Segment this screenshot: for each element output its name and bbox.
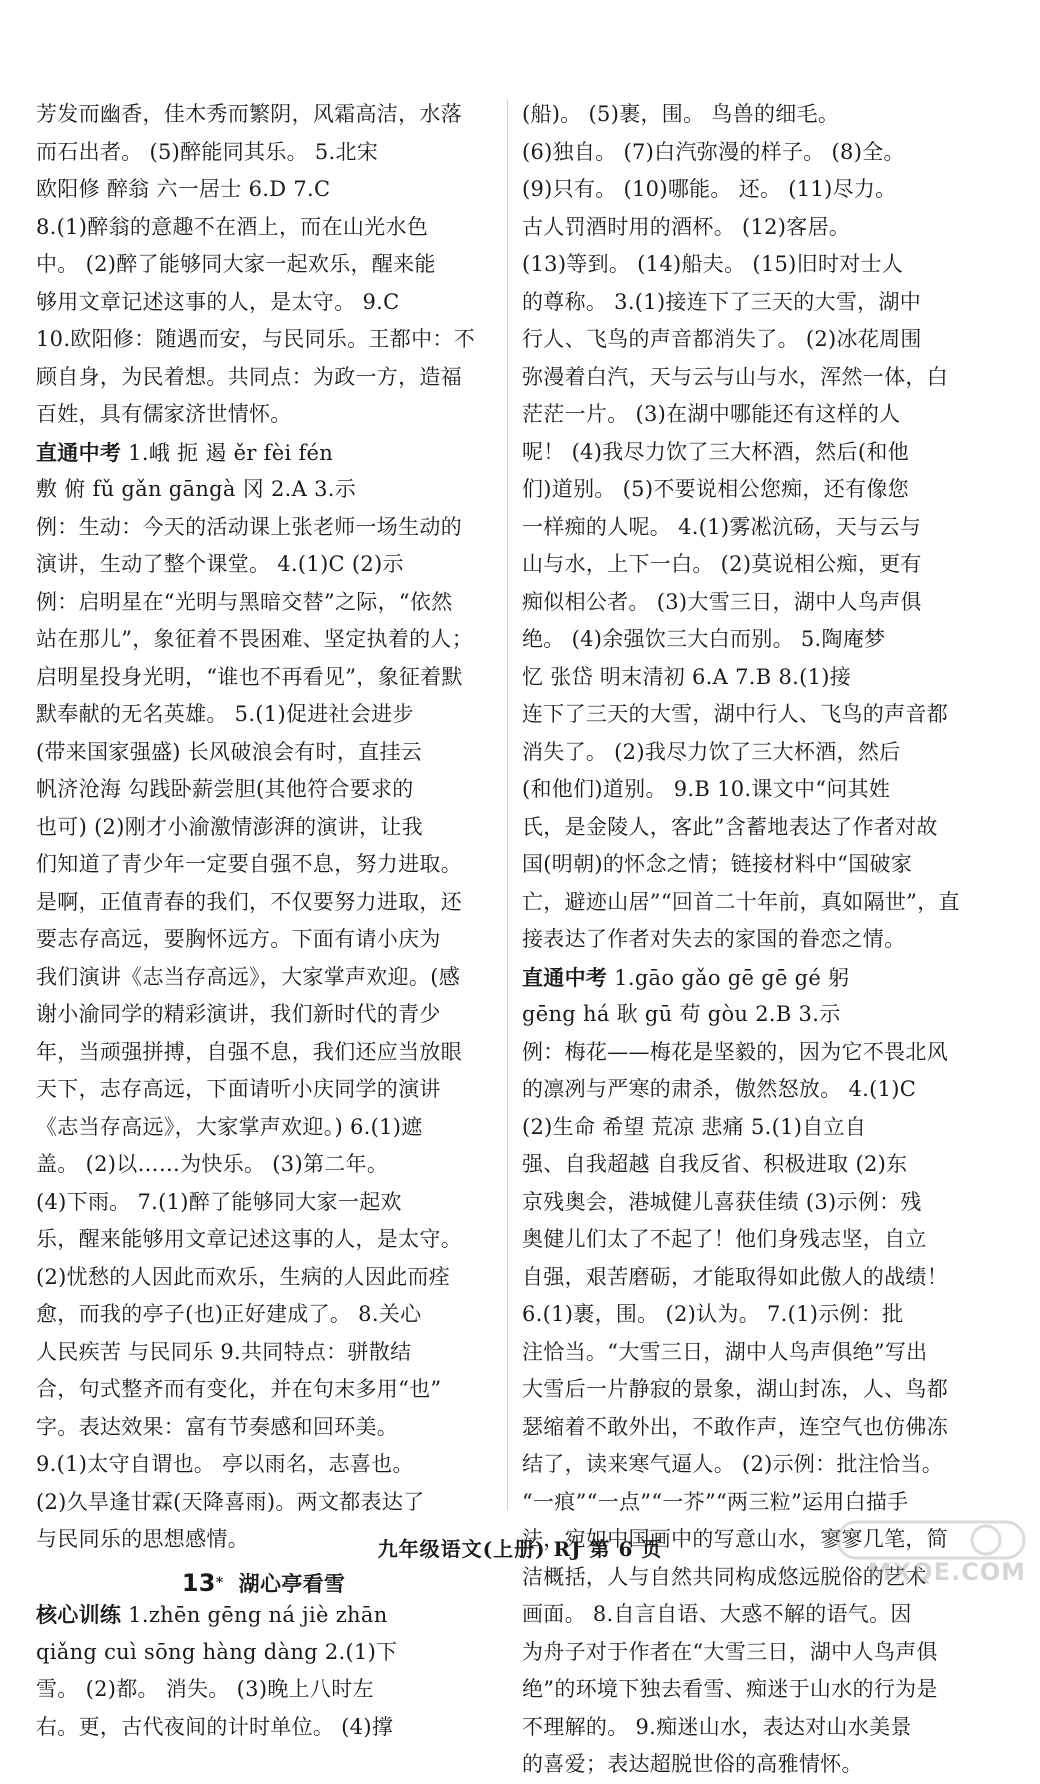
- text-line: 百姓，具有儒家济世情怀。: [36, 402, 292, 426]
- text-line: 盖。 (2)以……为快乐。 (3)第二年。: [36, 1152, 389, 1176]
- text-line: 10.欧阳修：随遇而安，与民同乐。王都中：不: [36, 327, 475, 351]
- subsection-label: 直通中考: [36, 439, 122, 465]
- text-line: 绝”的环境下独去看雪、痴迷于山水的行为是: [522, 1677, 938, 1701]
- text-line: 默奉献的无名英雄。 5.(1)促进社会进步: [36, 702, 414, 726]
- text-line: 右。更，古代夜间的计时单位。 (4)撑: [36, 1714, 394, 1739]
- text-line: 山与水，上下一白。 (2)莫说相公痴，更有: [522, 552, 922, 576]
- text-line: (6)独自。 (7)白汽弥漫的样子。 (8)全。: [522, 139, 905, 164]
- text-line: 是啊，正值青春的我们，不仅要努力进取，还: [36, 889, 462, 914]
- text-line: 瑟缩着不敢外出，不敢作声，连空气也仿佛冻: [522, 1414, 948, 1439]
- text-line: 亡，避迹山居”“回首二十年前，真如隔世”，直: [522, 889, 960, 914]
- text-line: 的喜爱；表达超脱世俗的高雅情怀。: [522, 1752, 863, 1776]
- text-line: 们)道别。 (5)不要说相公您痴，还有像您: [522, 477, 909, 501]
- text-line: 天下，志存高远，下面请听小庆同学的演讲: [36, 1077, 441, 1101]
- text-line: 绝。 (4)余强饮三大白而别。 5.陶庵梦: [522, 627, 886, 651]
- text-line: 字。表达效果：富有节奏感和回环美。: [36, 1414, 399, 1439]
- text-line: 弥漫着白汽，天与云与山与水，浑然一体，白: [522, 364, 948, 389]
- section-number: 13: [181, 1568, 216, 1597]
- text-line: 《志当存高远》，大家掌声欢迎。) 6.(1)遮: [36, 1114, 423, 1139]
- text-line: 例：生动：今天的活动课上张老师一场生动的: [36, 514, 462, 539]
- text-line: [36, 1596, 491, 1634]
- text-line: 顾自身，为民着想。共同点：为政一方，造福: [36, 364, 462, 389]
- section-heading: [36, 1559, 491, 1597]
- text-line: 接表达了作者对失去的家国的眷恋之情。: [522, 927, 906, 951]
- text-line: (4)下雨。 7.(1)醉了能够同大家一起欢: [36, 1189, 402, 1214]
- text-line: 消失了。 (2)我尽力饮了三大杯酒，然后: [522, 739, 901, 764]
- text-line: (2)忧愁的人因此而欢乐，生病的人因此而痊: [36, 1264, 451, 1289]
- text-line: 京残奥会，港城健儿喜获佳绩 (3)示例：残: [522, 1189, 922, 1214]
- text-line: (船)。 (5)裹，围。 鸟兽的细毛。: [522, 102, 840, 126]
- page-footer: 九年级语文(上册) RJ 第 6 页: [377, 1537, 663, 1561]
- subsection-label: 核心训练: [36, 1602, 122, 1627]
- text-line: 中。 (2)醉了能够同大家一起欢乐，醒来能: [36, 252, 436, 276]
- watermark-logo: [836, 1518, 1026, 1588]
- text-line: 雪。 (2)都。 消失。 (3)晚上八时左: [36, 1677, 374, 1701]
- text-line: (2)生命 希望 荒凉 悲痛 5.(1)自立自: [522, 1114, 867, 1139]
- text-line: 6.(1)裹，围。 (2)认为。 7.(1)示例：批: [522, 1302, 904, 1326]
- text-line: “一痕”“一点”“一芥”“两三粒”运用白描手: [522, 1489, 909, 1514]
- text-line: 要志存高远，要胸怀远方。下面有请小庆为: [36, 927, 441, 951]
- text-line: 乐，醒来能够用文章记述这事的人，是太守。: [36, 1227, 462, 1251]
- text-line: 芳发而幽香，佳木秀而繁阴，风霜高洁，水落: [36, 102, 462, 126]
- subsection-label: 直通中考: [522, 964, 608, 990]
- text-line: 敷 俯 fǔ gǎn gāngà 冈 2.A 3.示: [36, 477, 356, 501]
- watermark-badge-icon: [836, 1518, 1026, 1562]
- text-line: 启明星投身光明，“谁也不再看见”，象征着默: [36, 664, 463, 689]
- text-line: 例：梅花——梅花是坚毅的，因为它不畏北风: [522, 1039, 948, 1064]
- left-column: [36, 96, 491, 1746]
- text-line: 痴似相公者。 (3)大雪三日，湖中人鸟声俱: [522, 589, 922, 614]
- text-line: 呢！ (4)我尽力饮了三大杯酒，然后(和他: [522, 439, 909, 464]
- section-star: *: [215, 1574, 224, 1591]
- text-line: 人民疾苦 与民同乐 9.共同特点：骈散结: [36, 1339, 412, 1364]
- text-line: 画面。 8.自言自语、大惑不解的语气。因: [522, 1602, 912, 1626]
- text-line: (9)只有。 (10)哪能。 还。 (11)尽力。: [522, 177, 897, 201]
- left-column-lines: [36, 96, 491, 1559]
- text-line: 为舟子对于作者在“大雪三日，湖中人鸟声俱: [522, 1639, 938, 1664]
- text-line: 年，当顽强拼搏，自强不息，我们还应当放眼: [36, 1039, 462, 1064]
- text-line: 法，宛如中国画中的写意山水，寥寥几笔，简: [522, 1527, 948, 1551]
- text-line: 大雪后一片静寂的景象，湖山封冻，人、鸟都: [522, 1377, 948, 1401]
- text-line: 9.(1)太守自谓也。 亭以雨名，志喜也。: [36, 1452, 414, 1476]
- text-line: (2)久旱逢甘霖(天降喜雨)。两文都表达了: [36, 1489, 425, 1514]
- text-line: 们知道了青少年一定要自强不息，努力进取。: [36, 852, 462, 876]
- line-text: 1.峨 扼 遏 ěr fèi fén: [121, 440, 334, 465]
- text-line: 结了，读来寒气逼人。 (2)示例：批注恰当。: [522, 1452, 944, 1476]
- text-line: 我们演讲《志当存高远》，大家掌声欢迎。(感: [36, 964, 460, 989]
- text-line: 茫茫一片。 (3)在湖中哪能还有这样的人: [522, 402, 901, 426]
- text-line: 欧阳修 醉翁 六一居士 6.D 7.C: [36, 177, 331, 201]
- text-line: 与民同乐的思想感情。: [36, 1527, 249, 1551]
- text-line: 而石出者。 (5)醉能同其乐。 5.北宋: [36, 139, 379, 164]
- text-line: 连下了三天的大雪，湖中行人、飞鸟的声音都: [522, 702, 948, 726]
- text-line: 的尊称。 3.(1)接连下了三天的大雪，湖中: [522, 289, 922, 314]
- text-line: 奥健儿们太了不起了！他们身残志坚，自立: [522, 1227, 927, 1251]
- text-line: 行人、飞鸟的声音都消失了。 (2)冰花周围: [522, 327, 922, 351]
- text-line: (带来国家强盛) 长风破浪会有时，直挂云: [36, 739, 423, 764]
- section-title: 湖心亭看雪: [238, 1570, 346, 1596]
- text-line: 强、自我超越 自我反省、积极进取 (2)东: [522, 1152, 908, 1176]
- text-line: 国(明朝)的怀念之情；链接材料中“国破家: [522, 852, 913, 876]
- text-line: 站在那儿”，象征着不畏困难、坚定执着的人；: [36, 627, 474, 651]
- text-line: 氏，是金陵人，客此”含蓄地表达了作者对故: [522, 814, 938, 839]
- line-text: 1.gāo gǎo gē gē gé 躬: [607, 965, 850, 990]
- text-line: 不理解的。 9.痴迷山水，表达对山水美景: [522, 1714, 912, 1739]
- text-line: 洁概括，人与自然共同构成悠远脱俗的艺术: [522, 1564, 927, 1589]
- text-line: 够用文章记述这事的人，是太守。 9.C: [36, 289, 400, 314]
- left-column-after-lines: [36, 1596, 491, 1746]
- text-line: 8.(1)醉翁的意趣不在酒上，而在山光水色: [36, 214, 429, 239]
- line-text: 1.zhēn gēng ná jiè zhān: [121, 1603, 388, 1627]
- column-divider: [507, 100, 508, 1510]
- text-line: 也可) (2)刚才小渝激情澎湃的演讲，让我: [36, 814, 423, 839]
- text-line: 愈，而我的亭子(也)正好建成了。 8.关心: [36, 1302, 422, 1326]
- text-line: 谢小渝同学的精彩演讲，我们新时代的青少: [36, 1002, 441, 1026]
- text-line: (和他们)道别。 9.B 10.课文中“问其姓: [522, 777, 891, 801]
- text-line: (13)等到。 (14)船夫。 (15)旧时对士人: [522, 252, 904, 276]
- text-line: qiǎng cuì sōng hàng dàng 2.(1)下: [36, 1639, 398, 1664]
- text-line: 古人罚酒时用的酒杯。 (12)客居。: [522, 214, 851, 239]
- text-line: 自强，艰苦磨砺，才能取得如此傲人的战绩！: [522, 1264, 948, 1289]
- text-line: 一样痴的人呢。 4.(1)雾凇沆砀，天与云与: [522, 514, 922, 539]
- text-line: [522, 959, 987, 997]
- text-line: 忆 张岱 明末清初 6.A 7.B 8.(1)接: [522, 664, 852, 689]
- text-line: 例：启明星在“光明与黑暗交替”之际，“依然: [36, 589, 453, 614]
- text-line: [36, 434, 491, 472]
- text-line: 注恰当。“大雪三日，湖中人鸟声俱绝”写出: [522, 1339, 928, 1364]
- text-line: 演讲，生动了整个课堂。 4.(1)C (2)示: [36, 552, 404, 576]
- text-line: gēng há 耿 gū 苟 gòu 2.B 3.示: [522, 1002, 841, 1026]
- text-line: 合，句式整齐而有变化，并在句末多用“也”: [36, 1377, 442, 1401]
- watermark-text: MXQE.COM: [867, 1558, 1026, 1586]
- text-line: 的凛冽与严寒的肃杀，傲然怒放。 4.(1)C: [522, 1077, 917, 1101]
- text-line: 帆济沧海 勾践卧薪尝胆(其他符合要求的: [36, 777, 414, 801]
